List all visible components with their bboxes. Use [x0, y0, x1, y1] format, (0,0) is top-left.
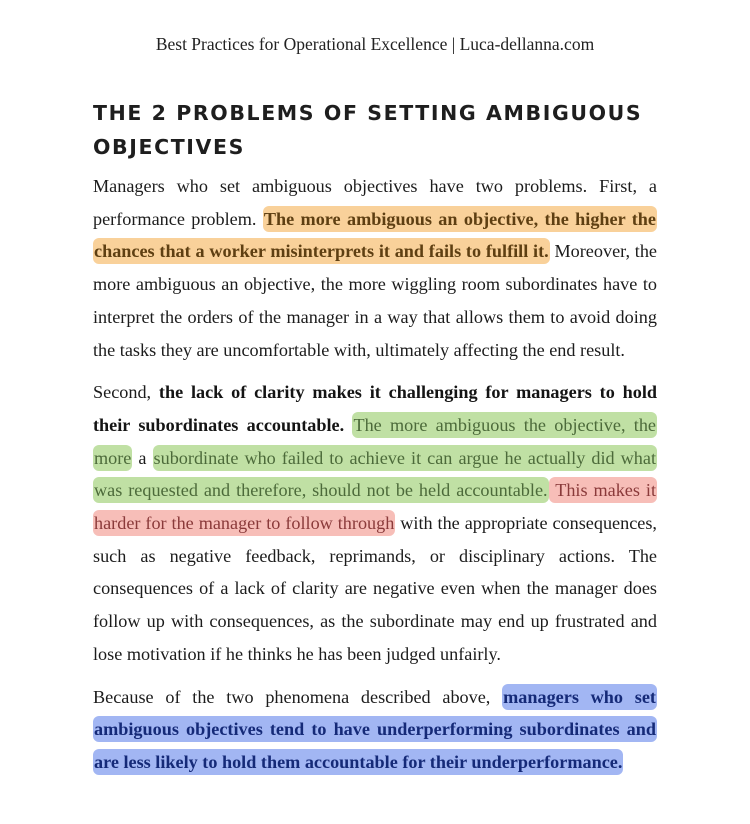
body-text: [93, 170, 657, 789]
section-title: THE 2 PROBLEMS OF SETTING AMBIGUOUS OBJECTIVES: [93, 101, 643, 159]
p2-bold-statement: the lack of clarity makes it challenging for managers to hold their subordinates accountable.: [93, 382, 657, 435]
orange-highlight: The more ambiguous an objective, the higher the chances that a worker misinterprets it and fails to fulfill it.: [93, 206, 657, 265]
paragraph-3: [93, 681, 657, 779]
red-highlight: This makes it harder for the manager to follow through: [93, 477, 657, 536]
blue-highlight: managers who set ambiguous objectives tend to have underperforming subordinates and are less likely to hold them accountable for their underperformance.: [93, 684, 657, 775]
p1-text-1: Managers who set ambiguous objectives have two problems. First, a performance problem.: [93, 176, 657, 229]
green-highlight-2: subordinate who failed to achieve it can argue he actually did what was requested and therefore, should not be held accountable.: [93, 445, 657, 504]
p3-text-1: Because of the two phenomena described above,: [93, 686, 503, 707]
green-highlight-1: The more ambiguous the objective, the more: [93, 412, 657, 471]
p2-text-1: Second,: [93, 382, 159, 403]
p2-text-4: with the appropriate consequences, such as negative feedback, reprimands, or disciplinary actions. The consequences of a lack of clarity are negative even when the manager does follow up with consequences, as the subordinate may end up frustrated and lose motivation if he thinks he has been judged unfairly.: [93, 513, 657, 664]
p2-text-3: a: [132, 447, 153, 468]
paragraph-1: [93, 170, 657, 366]
page-header: Best Practices for Operational Excellence | Luca-dellanna.com: [155, 34, 595, 54]
paragraph-2: [93, 376, 657, 670]
p1-text-2: Moreover, the more ambiguous an objective, the more wiggling room subordinates have to interpret the orders of the manager in a way that allows them to avoid doing the tasks they are uncomfortable with, ultimately affecting the end result.: [93, 241, 658, 360]
